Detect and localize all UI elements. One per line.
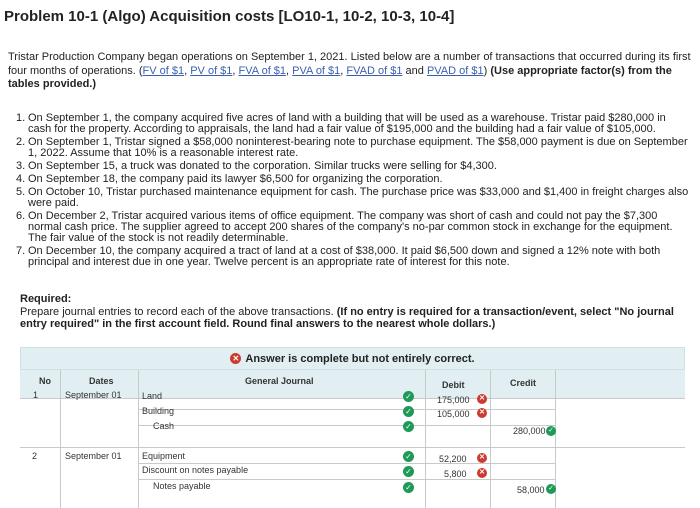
account-field[interactable]: Land [142, 391, 163, 401]
transaction-text: On September 1, the company acquired five acres of land with a building that will be used as a warehouse. Tristar paid $280,000 in cash for the property. According to appraisals, the land had a fair value of $195,000 and the building had a fair value of $105,000. [28, 112, 666, 135]
debit-field[interactable]: 52,200 [439, 454, 467, 464]
x-icon: ✕ [477, 453, 487, 463]
entry-number: 1 [33, 390, 39, 400]
list-item: 3. On September 15, a truck was donated to the corporation. Similar trucks were selling for $4,300. [16, 160, 497, 172]
transaction-text: On December 10, the company acquired a tract of land at a cost of $38,000. It paid $6,500 down and signed a 12% note with both principal and interest due in one year. Twelve percent is an appropriate rate of interest for this note. [28, 245, 661, 268]
header-debit: Debit [442, 380, 465, 390]
debit-field[interactable]: 175,000 [437, 395, 470, 405]
check-icon: ✓ [403, 406, 414, 417]
header-credit: Credit [510, 378, 537, 388]
account-field[interactable]: Cash [153, 421, 175, 431]
required-instructions [20, 306, 690, 330]
list-item: 7. On December 10, the company acquired a tract of land at a cost of $38,000. It paid $6,500 down and signed a 12% note with both principal and interest due in one year. Twelve percent is an appropriate rate of interest for this note. [16, 245, 661, 268]
header-date: Dates [89, 376, 114, 386]
account-field[interactable]: Equipment [142, 451, 186, 461]
transaction-text: On October 10, Tristar purchased maintenance equipment for cash. The purchase price was $33,000 and $1,400 in freight charges also were paid. [28, 186, 689, 209]
link-pv[interactable]: PV of $1 [190, 64, 233, 77]
link-fva[interactable]: FVA of $1 [238, 64, 287, 77]
problem-intro: Tristar Production Company began operations on September 1, 2021. Listed below are a number of transactions that occurred during its first four months of operations. (FV of $1, PV of $1, FVA of $1, PVA of $1, FVAD of $1 and PVAD of $1) (Use appropriate factor(s) from the tables provided.) [8, 51, 691, 90]
answer-status-banner [20, 347, 685, 370]
account-field[interactable]: Building [142, 406, 175, 416]
account-field[interactable]: Notes payable [153, 481, 211, 491]
link-fvad[interactable]: FVAD of $1 [346, 64, 403, 77]
debit-field[interactable]: 105,000 [437, 409, 470, 419]
credit-field[interactable]: 58,000 [517, 485, 545, 495]
link-pva[interactable]: PVA of $1 [292, 64, 341, 77]
header-no: No [39, 376, 51, 386]
banner-text: Answer is complete but not entirely correct. [245, 352, 475, 365]
list-item: 4. On September 18, the company paid its lawyer $6,500 for organizing the corporation. [16, 173, 443, 185]
entry-number: 2 [32, 451, 38, 461]
transaction-text: On September 15, a truck was donated to the corporation. Similar trucks were selling for $4,300. [28, 160, 497, 172]
x-circle-icon: ✕ [230, 353, 241, 364]
list-item: 6. On December 2, Tristar acquired various items of office equipment. The company was short of cash and could not pay the $7,300 normal cash price. The supplier agreed to accept 200 shares of the company's no-par common stock in exchange for the equipment. The fair value of the stock is not readily determinable. [16, 210, 673, 244]
intro-and: and [405, 64, 424, 77]
debit-field[interactable]: 5,800 [444, 469, 467, 479]
transaction-text: On September 1, Tristar signed a $58,000 noninterest-bearing note to purchase equipment. The $58,000 payment is due on September 1, 2022. Assume that 10% is a reasonable interest rate. [28, 136, 688, 159]
list-item: 2. On September 1, Tristar signed a $58,000 noninterest-bearing note to purchase equipment. The $58,000 payment is due on September 1, 2022. Assume that 10% is a reasonable interest rate. [16, 136, 688, 159]
check-icon: ✓ [403, 391, 414, 402]
transaction-text: On December 2, Tristar acquired various items of office equipment. The company was short of cash and could not pay the $7,300 normal cash price. The supplier agreed to accept 200 shares of the company's no-par common stock in exchange for the equipment. The fair value of the stock is not readily determinable. [28, 210, 673, 244]
check-icon: ✓ [403, 421, 414, 432]
account-field[interactable]: Discount on notes payable [142, 465, 249, 475]
header-general-journal: General Journal [245, 376, 314, 386]
transaction-list [18, 113, 690, 270]
transaction-text: On September 18, the company paid its lawyer $6,500 for organizing the corporation. [28, 173, 443, 185]
entry-date[interactable]: September 01 [65, 451, 122, 461]
x-icon: ✕ [477, 408, 487, 418]
required-text: Prepare journal entries to record each of the above transactions. [20, 306, 334, 318]
x-icon: ✕ [477, 468, 487, 478]
journal-table [20, 370, 685, 508]
check-icon: ✓ [546, 484, 556, 494]
intro-text: Tristar Production Company began operations on September 1, 2021. Listed below are a number of transactions that occurred during its first four months of operations. ( [8, 51, 691, 77]
required-bold-text: (If no entry is required for a transaction/event, select "No journal entry required" in the first account field. Round final answers to the nearest whole dollars.) [20, 306, 674, 330]
entry-date[interactable]: September 01 [65, 390, 122, 400]
check-icon: ✓ [403, 451, 414, 462]
credit-field[interactable]: 280,000 [513, 426, 546, 436]
x-icon: ✕ [477, 394, 487, 404]
check-icon: ✓ [546, 426, 556, 436]
intro-instruction: (Use appropriate factor(s) from the tables provided.) [8, 64, 672, 90]
link-pvad[interactable]: PVAD of $1 [426, 64, 484, 77]
page-title: Problem 10-1 (Algo) Acquisition costs [LO10-1, 10-2, 10-3, 10-4] [4, 8, 455, 25]
check-icon: ✓ [403, 466, 414, 477]
list-item: 1. On September 1, the company acquired five acres of land with a building that will be used as a warehouse. Tristar paid $280,000 in cash for the property. According to appraisals, the land had a fair value of $195,000 and the building had a fair value of $105,000. [16, 112, 666, 135]
link-fv[interactable]: FV of $1 [142, 64, 185, 77]
check-icon: ✓ [403, 482, 414, 493]
list-item: 5. On October 10, Tristar purchased maintenance equipment for cash. The purchase price was $33,000 and $1,400 in freight charges also were paid. [16, 186, 689, 209]
required-label: Required: [20, 293, 72, 305]
